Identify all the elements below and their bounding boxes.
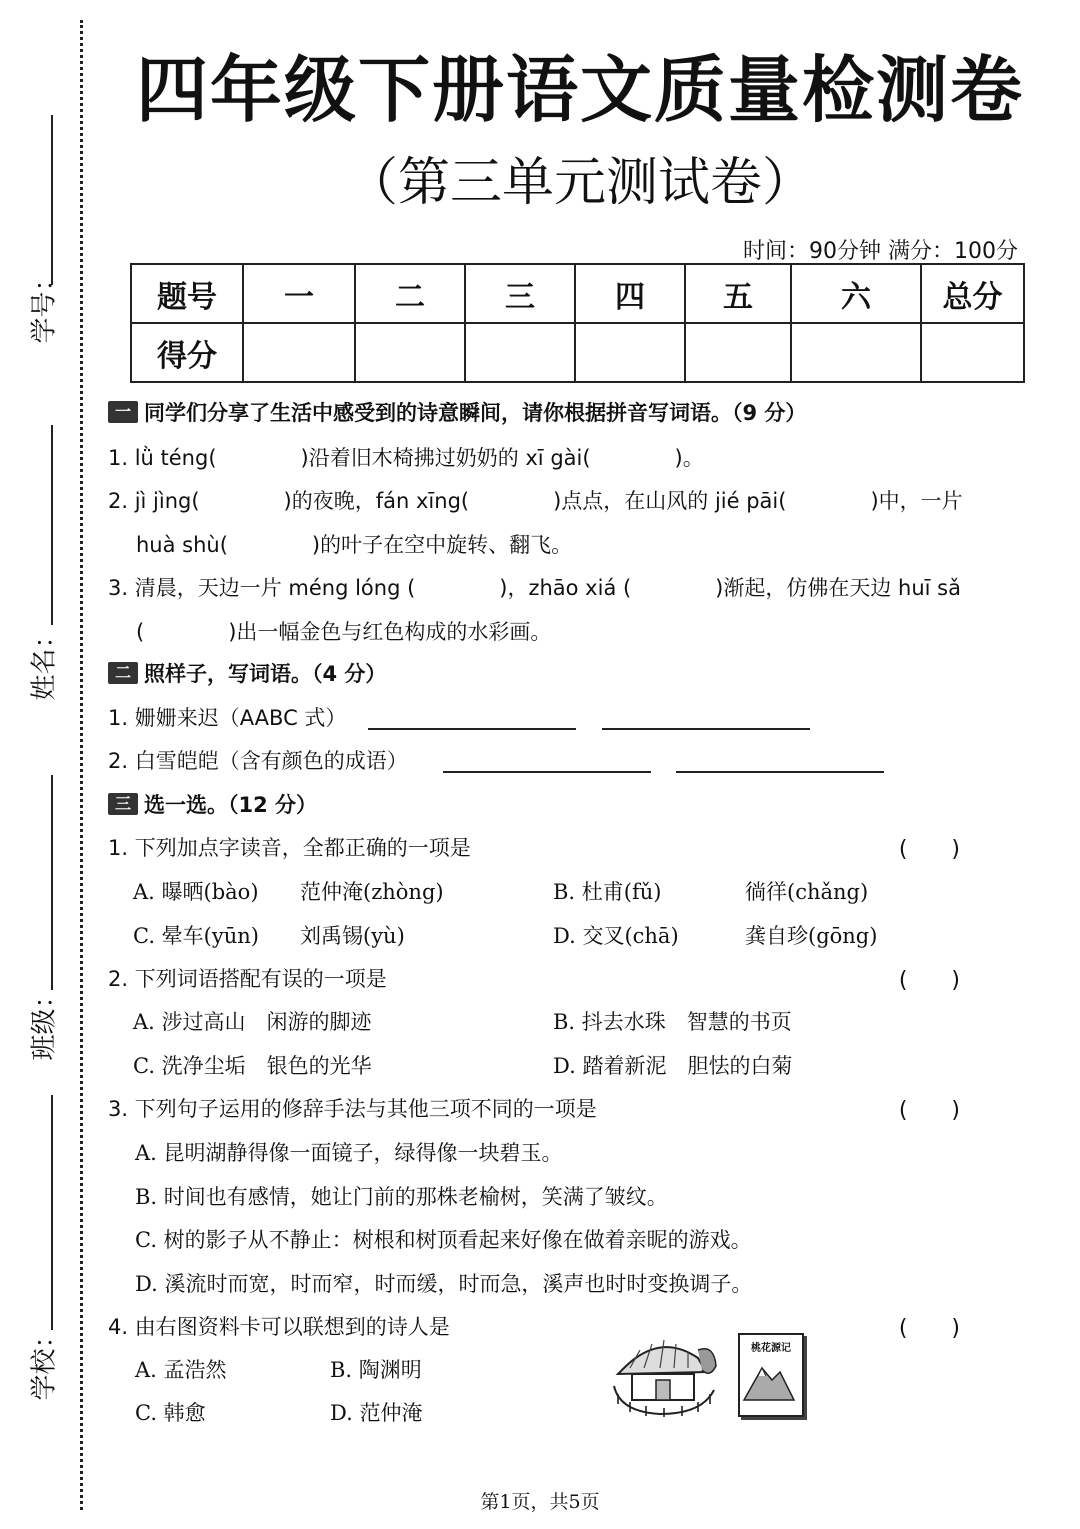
score-input-cell[interactable] [465, 323, 575, 382]
section-2-heading [108, 658, 386, 688]
s3-q1-option-a2: 范仲淹(zhòng) [300, 880, 444, 904]
score-input-cell[interactable] [243, 323, 355, 382]
s3-q1-option-d2: 龚自珍(gōng) [745, 924, 878, 948]
s2-q2-answer-blank-2[interactable] [676, 751, 884, 777]
s2-question-1: 1. 姗姗来迟（AABC 式） [108, 706, 347, 730]
student-no-label: 学号： [29, 265, 60, 344]
s3-q3-option-d[interactable]: D. 溪流时而宽，时而窄，时而缓，时而急，溪声也时时变换调子。 [135, 1272, 753, 1296]
binding-dotted-line [80, 20, 83, 1510]
score-input-cell[interactable] [791, 323, 921, 382]
score-head-cell: 五 [685, 264, 791, 323]
score-head-cell: 三 [465, 264, 575, 323]
s1-question-2-line-2: huà shù( )的叶子在空中旋转、翻飞。 [136, 533, 573, 557]
s1-question-2-line-1: 2. jì jìng( )的夜晚，fán xīng( )点点，在山风的 jié pāi( )中，一片 [108, 489, 963, 513]
s3-q1-answer-paren[interactable]: ( ) [898, 837, 960, 862]
score-head-cell: 四 [575, 264, 685, 323]
score-table-score-row [131, 323, 1024, 382]
s3-question-2-stem: 2. 下列词语搭配有误的一项是 [108, 967, 387, 991]
s3-q2-option-c[interactable]: C. 洗净尘垢 银色的光华 [133, 1054, 372, 1078]
s3-q3-option-c[interactable]: C. 树的影子从不静止：树根和树顶看起来好像在做着亲昵的游戏。 [135, 1228, 752, 1252]
score-input-cell[interactable] [685, 323, 791, 382]
score-input-cell[interactable] [575, 323, 685, 382]
score-head-cell: 二 [355, 264, 465, 323]
s3-q4-answer-paren[interactable]: ( ) [898, 1316, 960, 1341]
class-line [51, 775, 53, 990]
s3-q2-answer-paren[interactable]: ( ) [898, 968, 960, 993]
s3-q1-option-b1[interactable]: B. 杜甫(fǔ) [553, 880, 662, 904]
s3-q3-answer-paren[interactable]: ( ) [898, 1098, 960, 1123]
s3-question-3-stem: 3. 下列句子运用的修辞手法与其他三项不同的一项是 [108, 1097, 597, 1121]
s2-q1-answer-blank-1[interactable] [368, 708, 576, 734]
s1-question-3-line-2: ( )出一幅金色与红色构成的水彩画。 [136, 620, 552, 644]
section-2-number: 二 [108, 662, 138, 684]
s3-q1-option-c2: 刘禹锡(yù) [300, 924, 405, 948]
score-head-cell: 题号 [131, 264, 243, 323]
school-label: 学校： [29, 1322, 60, 1401]
class-label: 班级： [29, 982, 60, 1061]
s2-q2-answer-blank-1[interactable] [443, 751, 651, 777]
section-2-title: 照样子，写词语。（4 分） [144, 662, 387, 686]
s3-q4-option-b[interactable]: B. 陶渊明 [330, 1358, 422, 1382]
s3-q1-option-d1[interactable]: D. 交叉(chā) [553, 924, 679, 948]
s3-q2-option-a[interactable]: A. 涉过高山 闲游的脚迹 [133, 1010, 372, 1034]
page-subtitle: （第三单元测试卷） [345, 153, 814, 213]
s3-q4-option-c[interactable]: C. 韩愈 [135, 1401, 206, 1425]
section-3-title: 选一选。（12 分） [144, 793, 318, 817]
section-1-heading [108, 397, 806, 427]
score-table [130, 263, 1025, 383]
section-3-heading [108, 789, 317, 819]
s3-q1-option-c1[interactable]: C. 晕车(yūn) [133, 924, 259, 948]
s2-q1-answer-blank-2[interactable] [602, 708, 810, 734]
score-row-label: 得分 [131, 323, 243, 382]
name-label: 姓名： [29, 622, 60, 701]
s3-question-1-stem: 1. 下列加点字读音，全都正确的一项是 [108, 836, 471, 860]
school-line [51, 1095, 53, 1330]
s3-q2-option-d[interactable]: D. 踏着新泥 胆怯的白菊 [553, 1054, 793, 1078]
s1-question-3-line-1: 3. 清晨，天边一片 méng lóng ( )，zhāo xiá ( )渐起，仿佛在天边 huī sǎ [108, 576, 961, 600]
s3-q1-option-b2: 徜徉(chǎng) [745, 880, 869, 904]
s3-q4-option-a[interactable]: A. 孟浩然 [135, 1358, 227, 1382]
score-input-cell[interactable] [355, 323, 465, 382]
s3-q1-option-a1[interactable]: A. 曝晒(bào) [133, 880, 259, 904]
name-line [51, 425, 53, 625]
s3-question-4-stem: 4. 由右图资料卡可以联想到的诗人是 [108, 1315, 450, 1339]
s3-q2-option-b[interactable]: B. 抖去水珠 智慧的书页 [553, 1010, 792, 1034]
info-card-title: 桃花源记 [751, 1343, 791, 1354]
score-head-cell: 一 [243, 264, 355, 323]
page-title: 四年级下册语文质量检测卷 [135, 47, 1024, 132]
page-number: 第1页，共5页 [480, 1491, 600, 1513]
mountain-icon [740, 1354, 798, 1406]
score-head-cell: 总分 [921, 264, 1024, 323]
s3-q4-option-d[interactable]: D. 范仲淹 [330, 1401, 423, 1425]
info-card-book [738, 1333, 804, 1417]
section-1-number: 一 [108, 401, 138, 423]
section-3-number: 三 [108, 793, 138, 815]
section-1-title: 同学们分享了生活中感受到的诗意瞬间，请你根据拼音写词语。（9 分） [144, 401, 807, 425]
score-table-head-row [131, 264, 1024, 323]
score-head-cell: 六 [791, 264, 921, 323]
thatched-hut-illustration [610, 1330, 720, 1418]
score-input-cell[interactable] [921, 323, 1024, 382]
s3-q3-option-b[interactable]: B. 时间也有感情，她让门前的那株老榆树，笑满了皱纹。 [135, 1185, 668, 1209]
s2-question-2: 2. 白雪皑皑（含有颜色的成语） [108, 749, 408, 773]
s1-question-1: 1. lǜ téng( )沿着旧木椅拂过奶奶的 xī gài( )。 [108, 446, 704, 470]
s3-q3-option-a[interactable]: A. 昆明湖静得像一面镜子，绿得像一块碧玉。 [135, 1141, 563, 1165]
time-info: 时间：90分钟 满分：100分 [743, 239, 1018, 264]
